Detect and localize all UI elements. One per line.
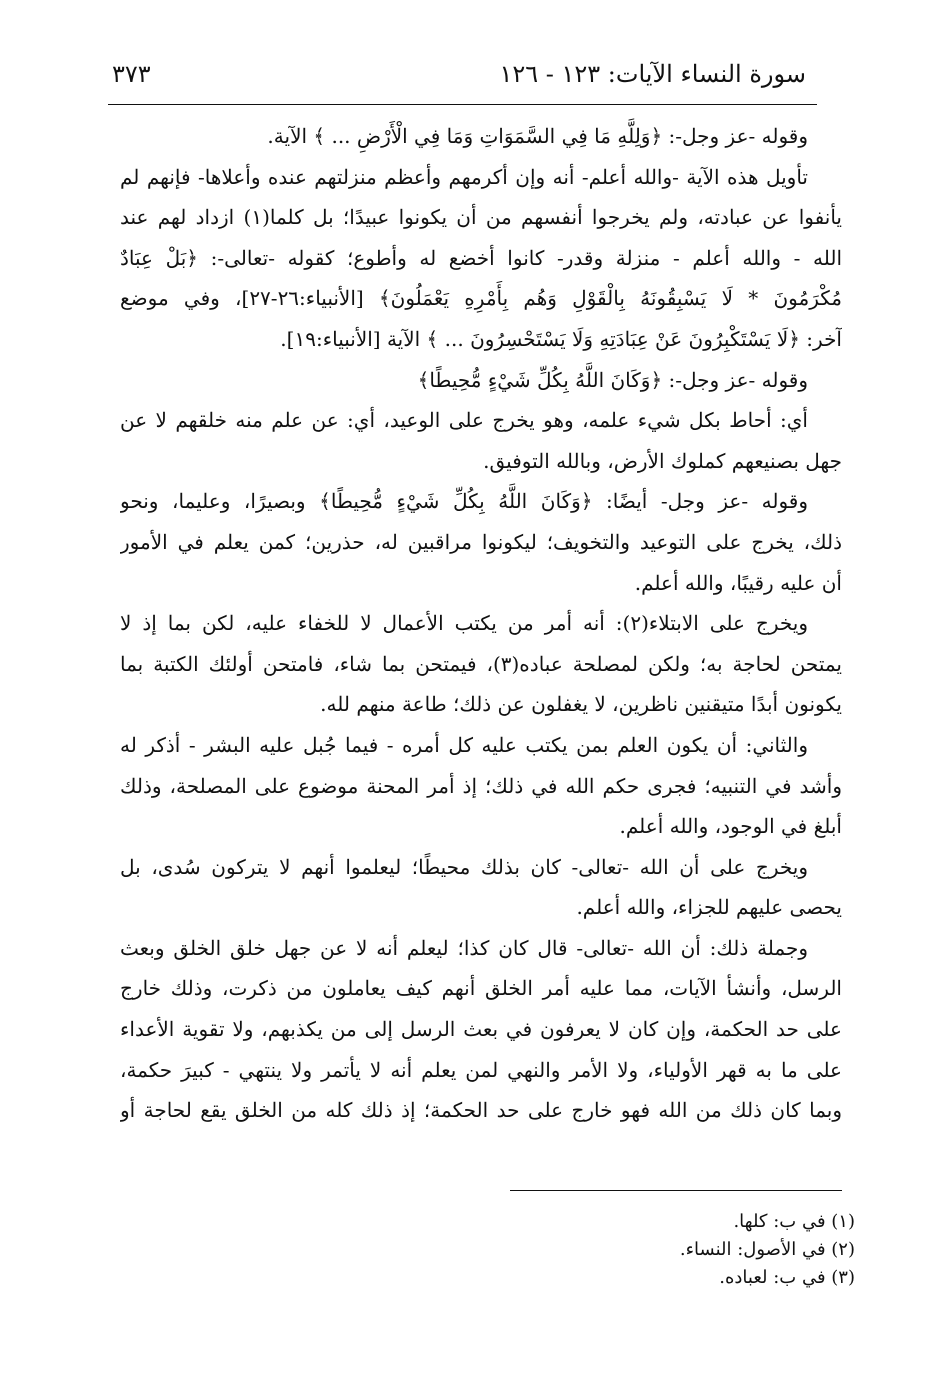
text-line: مُكْرَمُونَ * لَا يَسْبِقُونَهُ بِالْقَوْلِ وَهُم بِأَمْرِهِ يَعْمَلُونَ﴾ [الأنبياء:٢٦-٢٧]، وفي موضع [120,286,842,311]
text-line: وقوله -عز وجل-: ﴿وَلِلَّهِ مَا فِي السَّمَوَاتِ وَمَا فِي الْأَرْضِ ... ﴾ الآية. [267,124,808,148]
footnotes [680,1208,855,1292]
text-line: وأشد في التنبيه؛ فجرى حكم الله في ذلك؛ إذ أمر المحنة موضوع على المصلحة، وذلك [120,773,842,798]
text-line: ويخرج على أن الله -تعالى- كان بذلك محيطًا؛ ليعلموا أنهم لا يتركون سُدى، بل [120,854,808,879]
text-line: وقوله -عز وجل-: ﴿وَكَانَ اللَّهُ بِكُلِّ شَيْءٍ مُّحِيطًا﴾ [417,367,808,392]
footnote: (١) في ب: كلها. [733,1211,855,1232]
text-line: يأنفوا عن عبادته، ولم يخرجوا أنفسهم من أن يكونوا عبيدًا؛ بل كلما(١) ازداد لهم عند [120,205,842,230]
text-line: ويخرج على الابتلاء(٢): أنه أمر من يكتب الأعمال لا للخفاء عليه، لكن بما إذ لا [120,611,808,636]
text-line: جهل بصنيعهم كملوك الأرض، وبالله التوفيق. [483,448,842,473]
footnote-rule [510,1190,842,1191]
text-line: ذلك، يخرج على التوعيد والتخويف؛ ليكونوا مراقبين له، حذرين؛ كمن يعلم في الأمور [120,529,842,554]
text-line: وقوله -عز وجل- أيضًا: ﴿وَكَانَ اللَّهُ بِكُلِّ شَيْءٍ مُّحِيطًا﴾ وبصيرًا، وعليما، ونحو [120,489,808,514]
body-text [120,116,842,1131]
footnote: (٣) في ب: لعباده. [719,1267,855,1288]
text-line: يمتحن لحاجة به؛ ولكن لمصلحة عباده(٣)، فيمتحن بما شاء، فامتحن أولئك الكتبة بما [120,651,842,676]
text-line: تأويل هذه الآية -والله أعلم- أنه وإن أكرمهم وأعظم منزلتهم عنده وأعلاها- فإنهم لم [120,164,808,189]
text-line: أي: أحاط بكل شيء علمه، وهو يخرج على الوعيد، أي: عن علم منه خلقهم لا عن [120,408,808,433]
header-rule [108,104,817,105]
footnote: (٢) في الأصول: النساء. [679,1239,855,1260]
page-number: ٣٧٣ [112,60,151,88]
text-line: وجملة ذلك: أن الله -تعالى- قال كان كذا؛ ليعلم أنه لا عن جهل خلق الخلق وبعث [120,935,809,960]
text-line: على حد الحكمة، وإن كان لا يعرفون في بعث الرسل إلى من يكذبهم، ولا تقوية الأعداء [120,1017,842,1042]
text-line: أن عليه رقيبًا، والله أعلم. [634,570,842,595]
text-line: يكونون أبدًا متيقنين ناظرين، لا يغفلون عن ذلك؛ طاعة منهم لله. [320,692,842,717]
text-line: يحصى عليهم للجزاء، والله أعلم. [576,895,842,920]
text-line: آخر: ﴿لَا يَسْتَكْبِرُونَ عَنْ عِبَادَتِهِ وَلَا يَسْتَحْسِرُونَ ... ﴾ الآية [الأنبياء:١٩]. [280,326,842,351]
text-line: وبما كان ذلك من الله فهو خارج على حد الحكمة؛ إذ ذلك كله من الخلق يقع لحاجة أو [120,1098,842,1123]
running-header-title: سورة النساء الآيات: ١٢٣ - ١٢٦ [499,60,806,88]
text-line: الرسل، وأنشأ الآيات، مما عليه أمر الخلق أنهم كيف يعاملون من ذكرت، وذلك خارج [120,976,842,1001]
text-line: على ما به قهر الأولياء، ولا الأمر والنهي لمن يعلم أنه لا يأتمر ولا ينتهي - كبيرَ حكمة، [120,1057,842,1082]
text-line: والثاني: أن يكون العلم بمن يكتب عليه كل أمره - فيما جُبل عليه البشر - أذكر له [120,732,808,757]
text-line: أبلغ في الوجود، والله أعلم. [619,814,842,839]
text-line: الله - والله أعلم - منزلة وقدر- كانوا أخضع له وأطوع؛ كقوله -تعالى-: ﴿بَلْ عِبَادٌ [120,245,842,270]
